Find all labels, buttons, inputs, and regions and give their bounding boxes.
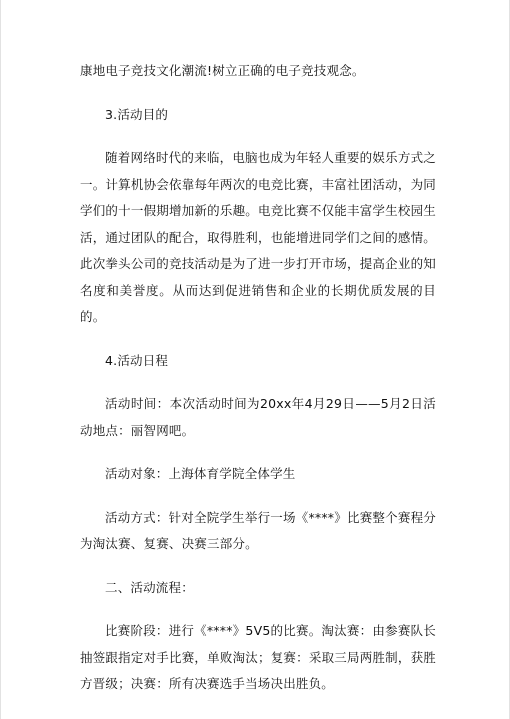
section-heading-schedule: 4.活动日程 [105,352,169,368]
spacer [80,331,436,348]
spacer [80,85,436,102]
section-heading-process: 二、活动流程： [105,579,194,595]
paragraph-audience: 活动对象：上海体育学院全体学生 [105,466,296,481]
spacer [80,374,436,391]
spacer [80,558,436,575]
document-body [80,58,436,698]
section-heading-purpose: 3.活动目的 [105,106,169,122]
paragraph-time-location: 活动时间：本次活动时间为20xx年4月29日——5月2日活动地点：丽智网吧。 [80,396,436,438]
paragraph-format: 活动方式：针对全院学生举行一场《****》比赛整个赛程分为淘汰赛、复赛、决赛三部分。 [80,509,436,551]
paragraph-continuation: 康地电子竞技文化潮流!树立正确的电子竞技观念。 [80,63,365,78]
paragraph-purpose: 随着网络时代的来临，电脑也成为年轻人重要的娱乐方式之一。计算机协会依靠每年两次的电竞比赛，丰富社团活动，为同学们的十一假期增加新的乐趣。电竞比赛不仅能丰富学生校园生活，通过团队的配合，取得胜利，也能增进同学们之间的感情。此次拳头公司的竞技活动是为了进一步打开市场，提高企业的知名度和美誉度。从而达到促进销售和企业的长期优质发展的目的。 [80,150,436,324]
spacer [80,488,436,505]
spacer [80,601,436,618]
spacer [80,128,436,145]
paragraph-competition-stages: 比赛阶段：进行《****》5V5的比赛。淘汰赛：由参赛队长抽签跟指定对手比赛，单败淘汰；复赛：采取三局两胜制，获胜方晋级；决赛：所有决赛选手当场决出胜负。 [80,623,436,691]
spacer [80,444,436,461]
